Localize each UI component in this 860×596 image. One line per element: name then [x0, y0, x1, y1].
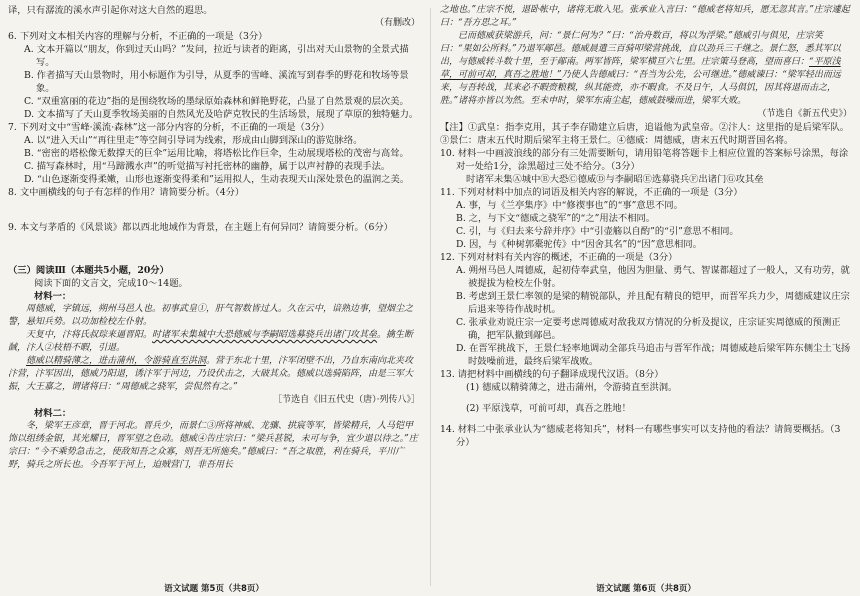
material-1-para-2 — [8, 329, 420, 355]
q6-option-b: B. 作者描写天山景物时，用小标题作为引导，从夏季的雪峰、溪流写到春季的野花和牧场等景象。 — [24, 70, 409, 94]
q12-option-a: A. 朔州马邑人周德威，起初侍奉武皇，他因为胆量、勇气、智谋都超过了一般人，又有功劳，就被提拔为检校左仆射。 — [456, 265, 850, 289]
m2-p2-tail: 乃使人告德威曰：“吾当为公先，公可继进。”德威谏曰：“梁军轻出而远来，与吾转战，其来必不暇赍粮糗，纵其能赍，亦不暇食。不及日午，人马俱饥，因其将退而击之，胜。”诸将亦皆以为然。至未申时，梁军东南尘起，德威鼓噪而进，梁军大败。 — [440, 70, 841, 106]
material-1-para-1: 周德威，字镇远，朔州马邑人也。初事武皇①，肝气智数皆过人。久在云中，谙熟边事，望烟尘之警，悬知兵势。以功加检校左仆射。 — [8, 304, 414, 327]
material-2-title: 材料二： — [34, 408, 72, 419]
m2-underlined-sentence: “平原浅草，可前可却，真吾之胜地！” — [440, 57, 841, 80]
material-1-title: 材料一： — [34, 291, 72, 302]
m1-wavy-sentence: 时诸军未集城中大恐德威与李嗣昭选募骁兵出诸门攻其垒 — [152, 330, 378, 340]
q12-option-d: D. 在晋军挑战下，王景仁轻率地调动全部兵马追击与晋军作战；周德威趁后梁军阵东侧尘土飞扬时鼓噪前进，最终后梁军战败。 — [456, 343, 851, 367]
question-10: 10. 材料一中画波浪线的部分有三处需要断句，请用铅笔将答题卡上相应位置的答案标号涂黑，每涂对一处给1分，涂黑超过三处不给分。（3分） — [440, 148, 849, 172]
q12-option-c: C. 张承业劝说庄宗一定要考虑周德威对敌我双方情况的分析及提议，庄宗证实周德威的预测正确，把军队撤到鄗邑。 — [456, 317, 841, 341]
answer-space-13-2 — [440, 415, 852, 423]
prev-text-source: （有删改） — [374, 18, 420, 28]
m1-p2-tail: 。擒生断馘，汴人②枝梧不暇，引退。 — [8, 330, 414, 353]
q11-option-b: B. 之，与下文“德威之骁军”的“之”用法不相同。 — [456, 213, 656, 224]
q7-option-c: C. 描写森林时，用“马蹄溅水声”的听觉描写衬托密林的幽静，属于以声衬静的表现手法。 — [24, 161, 391, 172]
question-8: 8. 文中画横线的句子有怎样的作用？请简要分析。（4分） — [8, 187, 245, 198]
q13-sentence-1: (1) 德威以精骑薄之，进击蒲州，令游骑直至洪洞。 — [466, 382, 678, 393]
q7-option-a: A. 以“进入天山”“再往里走”等空间引导词为线索，形成由山脚到深山的游览脉络。 — [24, 135, 363, 146]
section-3-heading: （三）阅读Ⅲ（本题共5小题，20分） — [8, 265, 169, 276]
q7-option-b: B. “密密的塔松像无数撑天的巨伞”运用比喻，将塔松比作巨伞，生动展现塔松的茂密与高耸。 — [24, 148, 409, 159]
section-3-intro: 阅读下面的文言文，完成10～14题。 — [34, 278, 188, 289]
answer-space-13-1 — [440, 394, 852, 402]
q7-option-d: D. “山色逐渐变得柔嫩，山形也逐渐变得柔和”运用拟人，生动表现天山深处景色的温润之美。 — [24, 174, 410, 185]
material-2-para-1: 冬，梁军王彦章，晋于河北。晋兵少，而景仁③所将神威、龙骧、拱宸等军，皆梁精兵，人马铠甲饰以组绣金银，其光耀日，晋军望之色动。德威④告庄宗曰：“梁兵甚锐，未可与争，宜少退以待之。”庄宗曰：“今不乘势急击之，使敌知吾之众寡，则吾无所施矣。”德威曰：“吾之取胜，利在骑兵，平川广野，骑兵之所长也。今吾军于河上，迫贼营门，非吾用长 — [8, 421, 418, 470]
q6-option-d: D. 文本描写了天山夏季牧场美丽的自然风光及哈萨克牧民的生活场景，展现了草原的独特魅力。 — [24, 109, 419, 120]
q6-option-c: C. “双重富丽的花边”指的是围绕牧场的墨绿原始森林和鲜艳野花，凸显了自然景观的层次美。 — [24, 96, 409, 107]
answer-space-8 — [8, 199, 420, 221]
page-6 — [440, 4, 852, 590]
question-7: 7. 下列对文中“雪峰·溪流·森林”这一部分内容的分析，不正确的一项是（3分） — [8, 122, 330, 133]
m1-underlined-sentence: 德威以精骑薄之，进击蒲州，令游骑直至洪洞 — [26, 356, 207, 366]
annotation-note: 【注】①武皇：指李克用，其子李存勖建立后唐，追谥他为武皇帝。②汴人：这里指的是后梁军队。③景仁：唐末五代时期后梁军主将王景仁。④德威：周德威，唐末五代时期晋国名将。 — [440, 122, 850, 146]
m1-p2-lead: 天复中，汴将氏叔琮来逼晋阳。 — [26, 330, 153, 340]
material-1-source: ［节选自《旧五代史（唐）·列传八》］ — [273, 395, 420, 405]
q12-option-b: B. 考虑到王景仁率领的是梁的精锐部队，并且配有精良的铠甲，而晋军兵力少，周德威建议庄宗后退来等待作战时机。 — [456, 291, 850, 315]
question-12: 12. 下列对材料有关内容的概述，不正确的一项是（3分） — [440, 252, 678, 263]
question-13: 13. 请把材料中画横线的句子翻译成现代汉语。（8分） — [440, 369, 664, 380]
m1-p3-end: 德威以选骑陷阵，由是三军大振，大王嘉之，谓诸将曰：“周德威之骁军，尝侃然有之。” — [8, 369, 414, 392]
page-5 — [8, 4, 420, 590]
question-6: 6. 下列对文本相关内容的理解与分析，不正确的一项是（3分） — [8, 31, 268, 42]
m2-p2-lead: 已而德威获梁游兵，问：“景仁何为？”曰：“治舟数百，将以为浮梁。”德威引与俱见，庄宗笑曰：“果如公所料。”乃退军鄗邑。德威晨遣三百骑叩梁营挑战，自以劲兵三千继之。景仁怒，悉其军以出，与德威转斗数十里，至于鄗南。两军皆阵，梁军横亘六七里。庄宗策马登高，望而喜曰： — [440, 31, 841, 67]
material-2-para-2 — [440, 30, 852, 108]
answer-space-9 — [8, 234, 420, 264]
question-9: 9. 本文与茅盾的《风景谈》都以西北地域作为背景，在主题上有何异同？请简要分析。（6分） — [8, 222, 393, 233]
prev-text-last-line: 译，只有潺流的溪水声引起你对这大自然的遐思。 — [8, 5, 213, 16]
q11-option-a: A. 事，与《兰亭集序》中“修禊事也”的“事”意思不同。 — [456, 200, 683, 211]
m1-p3-tail: 。营于东北十里，汴军闭壁不出，乃自东南向北夹攻汴营，汴军因出，德威乃阳退，诱汴军于河边，乃设伏击之，大破其众。 — [8, 356, 414, 379]
material-2-continued: 之地也。”庄宗不悦，退卧帐中，诸将无敢入见。张承业入言曰：“德威老将知兵，愿无忽其言。”庄宗遽起曰：“吾方思之耳。” — [440, 5, 850, 28]
page-divider — [430, 8, 431, 586]
question-11: 11. 下列对材料中加点的词语及相关内容的解说，不正确的一项是（3分） — [440, 187, 743, 198]
material-2-source: （节选自《新五代史》） — [757, 109, 852, 119]
q11-option-c: C. 引，与《归去来兮辞并序》中“引壶觞以自酌”的“引”意思不相同。 — [456, 226, 739, 237]
q11-option-d: D. 因，与《种树郭橐驼传》中“因舍其名”的“因”意思相同。 — [456, 239, 702, 250]
footer-page-5: 语文试题 第5页（共8页） — [164, 584, 264, 594]
question-14: 14. 材料二中张承业认为“德威老将知兵”，材料一有哪些事实可以支持他的看法？请简要概括。（3分） — [440, 424, 841, 448]
footer-page-6: 语文试题 第6页（共8页） — [596, 584, 696, 594]
q10-break-options: 时诸军未集Ⓐ城中Ⓑ大恐Ⓒ德威Ⓓ与李嗣昭Ⓔ选募骁兵Ⓕ出诸门Ⓖ攻其垒 — [466, 174, 764, 185]
q13-sentence-2: (2) 平原浅草，可前可却，真吾之胜地！ — [466, 403, 631, 414]
q6-option-a: A. 文本开篇以“朋友，你到过天山吗？”发问，拉近与读者的距离，引出对天山景物的全景式描写。 — [24, 44, 409, 68]
material-1-para-3 — [8, 355, 420, 394]
